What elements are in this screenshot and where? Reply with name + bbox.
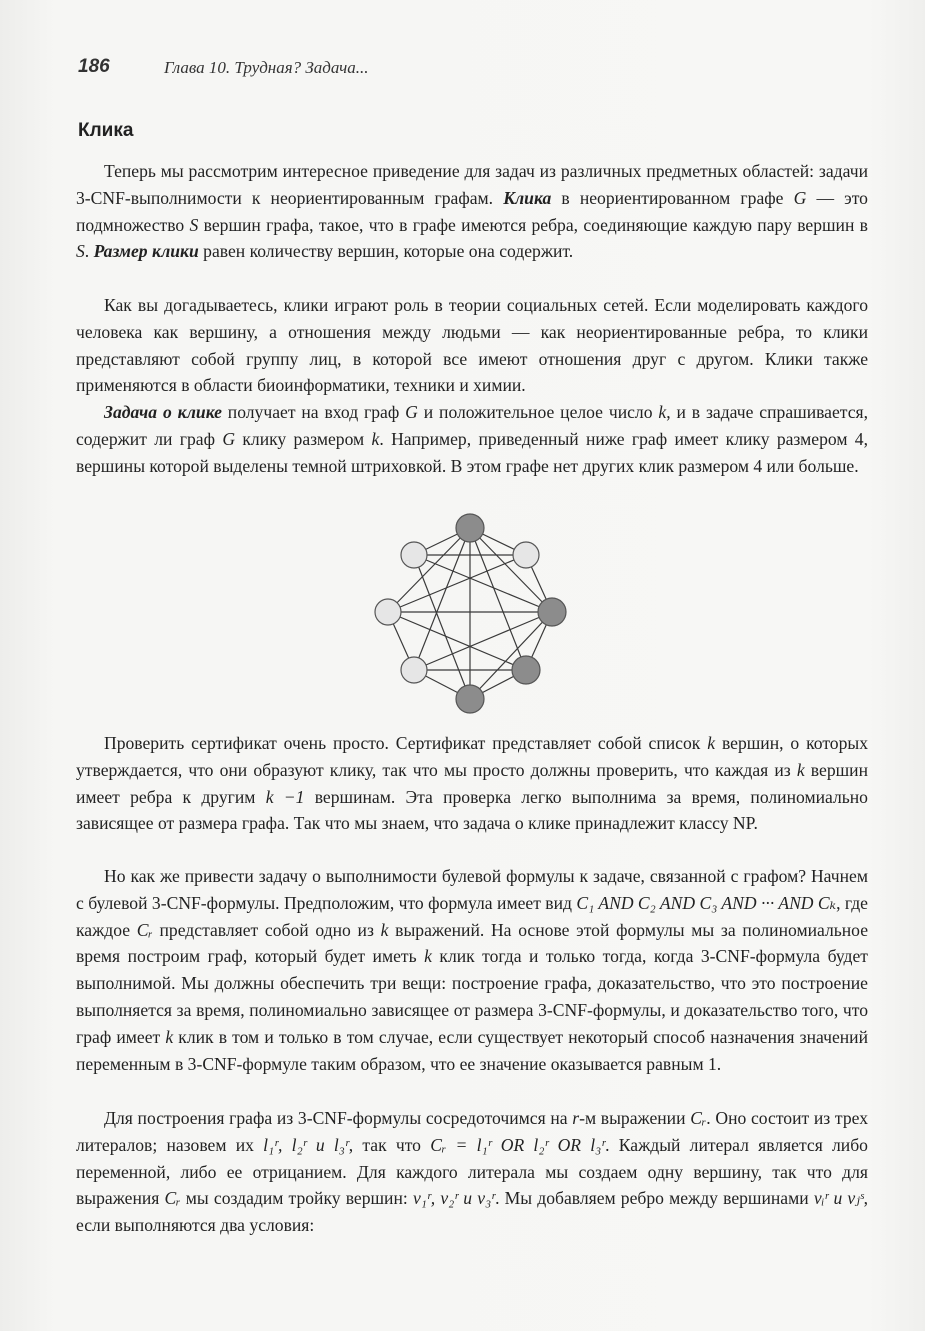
- var-k: k: [424, 946, 432, 967]
- term-clique-size: Размер клики: [93, 241, 199, 262]
- text-run: . Мы добавляем ребро между вершинами: [495, 1188, 814, 1209]
- graph-node-dark: [538, 598, 566, 626]
- text-run: мы создадим тройку вершин:: [180, 1188, 413, 1209]
- text-run: вершин, о которых утверждается, что они образуют клику, так что мы просто должны проверить, что каждая из: [76, 733, 869, 780]
- var-G: G: [222, 428, 236, 449]
- text-run: вершинам. Эта проверка легко выполнима за время, полиномиально зависящее от размера графа. Так что мы знаем, что задача о клике принадлежит классу NP.: [76, 786, 868, 834]
- text-run: , и в задаче спрашивается, содержит ли граф: [76, 402, 869, 449]
- text-run: -м выражении: [579, 1108, 691, 1128]
- var-Cr: Cᵣ: [164, 1188, 181, 1209]
- page-number: 186: [78, 56, 110, 77]
- graph-node-dark: [512, 656, 540, 684]
- text-run: выражений. На основе этой формулы мы за полиномиальное время построим граф, который будет иметь: [76, 919, 869, 967]
- text-run: . Оно состоит из трех литералов; назовем их: [76, 1108, 868, 1155]
- var-k: k: [380, 919, 389, 940]
- page-header: [78, 56, 858, 82]
- formula-3cnf: C₁ AND C₂ AND C₃ AND ··· AND Cₖ: [576, 892, 837, 913]
- text-run: , где каждое: [76, 892, 868, 940]
- text-run: клику размером: [235, 428, 372, 449]
- var-r: r: [572, 1108, 580, 1128]
- section-title: Клика: [78, 120, 134, 141]
- graph-edge: [388, 528, 470, 612]
- var-k: k: [165, 1026, 174, 1047]
- graph-node-light: [375, 599, 401, 625]
- paragraph-clique-definition: [76, 158, 868, 265]
- text-run: равен количеству вершин, которые она содержит.: [198, 241, 574, 262]
- graph-node-dark: [456, 514, 484, 542]
- graph-node-light: [513, 542, 539, 568]
- graph-node-dark: [456, 685, 484, 713]
- text-run: Проверить сертификат очень просто. Сертификат представляет собой список: [104, 733, 708, 753]
- var-Cr: Cᵣ: [136, 919, 153, 940]
- paragraph-clique-problem: [76, 399, 868, 479]
- graph-node-light: [401, 542, 427, 568]
- text-run: в неориентированном графе: [551, 187, 794, 208]
- text-run: вершин имеет ребра к другим: [76, 759, 868, 807]
- text-run: .: [84, 241, 94, 262]
- graph-edge: [470, 528, 552, 612]
- paragraph-certificate: [76, 730, 868, 837]
- term-clique: Клика: [503, 187, 552, 208]
- var-S: S: [76, 241, 85, 262]
- running-head: Глава 10. Трудная? Задача...: [164, 58, 369, 77]
- text-run: представляет собой одно из: [152, 919, 381, 940]
- text-run: , если выполняются два условия:: [76, 1188, 868, 1236]
- var-k: k: [371, 428, 380, 449]
- text-run: Теперь мы рассмотрим интересное приведение для задач из различных предметных областей: задачи 3-CNF-выполнимости к неориентированным графам.: [76, 161, 868, 208]
- formula-clause: Cᵣ = l₁ʳ OR l₂ʳ OR l₃ʳ: [430, 1134, 606, 1155]
- text-run: клик тогда и только тогда, когда 3-CNF-формула будет выполнимой. Мы должны обеспечить три вещи: построение графа, доказательство, что это построение выполняется за время, полиномиально зависящее от размера 3-CNF-формулы, и доказательство того, что граф имеет: [76, 946, 868, 1047]
- expr-k-minus-1: k −1: [265, 786, 305, 807]
- text-run: . Каждый литерал является либо переменной, либо ее отрицанием. Для каждого литерала мы создаем одну вершину, так что для выражения: [76, 1134, 868, 1209]
- paragraph-reduction: [76, 863, 868, 1077]
- paragraph-social-networks: Как вы догадываетесь, клики играют роль в теории социальных сетей. Если моделировать каждого человека как вершину, а отношения между людьми — как неориентированные ребра, то клики представляют собой группу лиц, в которой все имеют отношения друг с другом. Клики также применяются в области биоинформатики, техники и химии.: [76, 295, 868, 396]
- text-run: . Например, приведенный ниже граф имеет клику размером 4, вершины которой выделены темной штриховкой. В этом графе нет других клик размером 4 или больше.: [76, 428, 868, 476]
- var-S: S: [189, 214, 199, 235]
- paragraph-graph-construction: [76, 1105, 868, 1239]
- clique-graph-figure: [360, 512, 580, 722]
- text-run: Но как же привести задачу о выполнимости булевой формулы к задаче, связанной с графом? Начнем с булевой 3-CNF-формулы. Предположим, что формула имеет вид: [76, 866, 868, 913]
- vertex-pair: vᵢʳ и vⱼˢ: [813, 1188, 864, 1209]
- text-run: вершин графа, такое, что в графе имеются ребра, соединяющие каждую пару вершин в: [198, 214, 868, 235]
- term-clique-problem: Задача о клике: [104, 402, 222, 422]
- var-k: k: [707, 733, 716, 753]
- text-run: Для построения графа из 3-CNF-формулы сосредоточимся на: [104, 1108, 573, 1128]
- var-k: k: [796, 759, 805, 780]
- var-Cr: Cᵣ: [690, 1108, 707, 1128]
- var-k: k: [658, 402, 667, 422]
- graph-edge: [470, 612, 552, 699]
- vertex-triple: v₁ʳ, v₂ʳ и v₃ʳ: [412, 1188, 496, 1209]
- var-G: G: [405, 402, 418, 422]
- text-run: клик в том и только в том случае, если существует некоторый способ назначения значений переменным в 3-CNF-формуле таким образом, что ее значение оказывается равным 1.: [76, 1026, 869, 1074]
- var-G: G: [793, 187, 807, 208]
- text-run: и положительное целое число: [417, 402, 659, 422]
- graph-node-light: [401, 657, 427, 683]
- literals: l₁ʳ, l₂ʳ и l₃ʳ: [263, 1134, 349, 1155]
- text-run: получает на вход граф: [221, 402, 406, 422]
- text-run: , так что: [348, 1134, 431, 1155]
- text-run: — это подмножество: [76, 187, 868, 235]
